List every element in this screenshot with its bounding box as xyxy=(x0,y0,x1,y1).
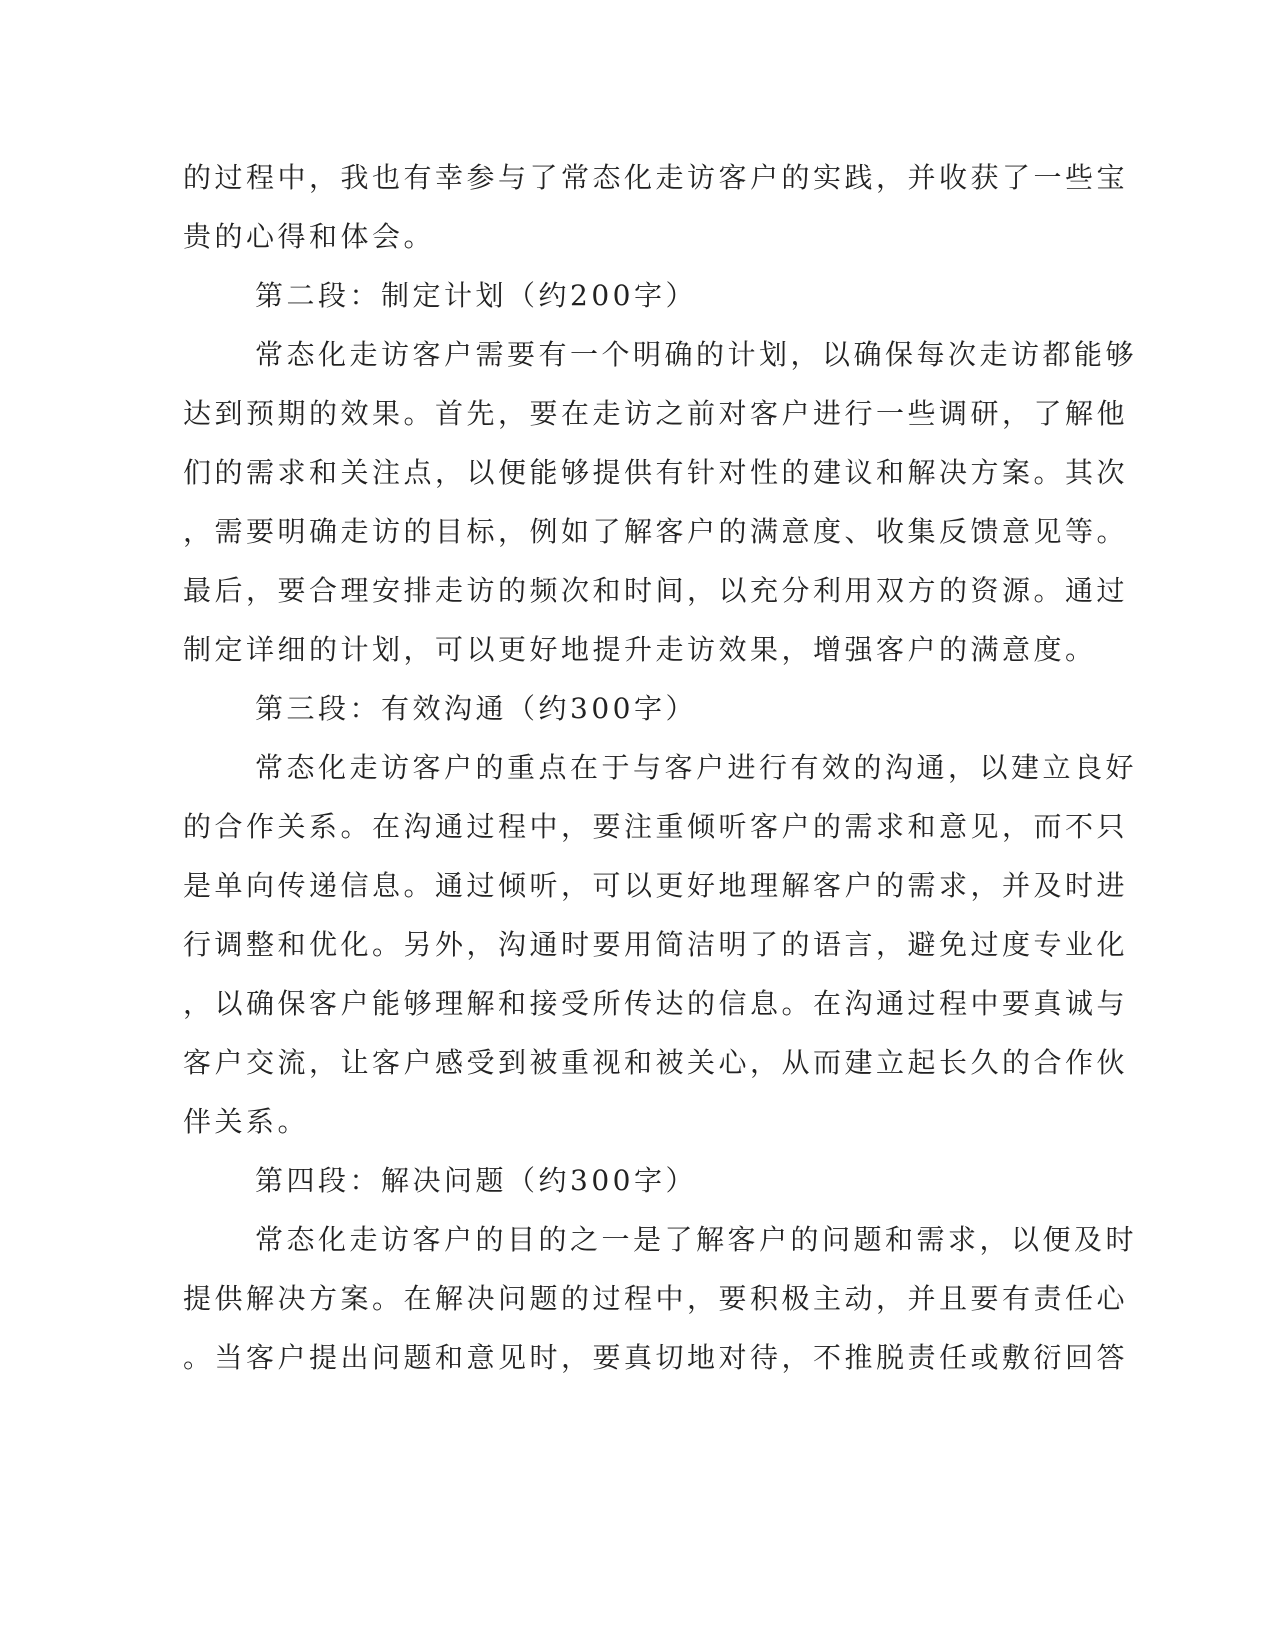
text-line: 达到预期的效果。首先，要在走访之前对客户进行一些调研，了解他 xyxy=(183,397,1129,430)
section-heading: 第三段：有效沟通（约300字） xyxy=(255,692,697,725)
text-line: 提供解决方案。在解决问题的过程中，要积极主动，并且要有责任心 xyxy=(183,1282,1129,1315)
text-line: 的合作关系。在沟通过程中，要注重倾听客户的需求和意见，而不只 xyxy=(183,810,1129,843)
text-line: 们的需求和关注点，以便能够提供有针对性的建议和解决方案。其次 xyxy=(183,456,1129,489)
text-line: 。当客户提出问题和意见时，要真切地对待，不推脱责任或敷衍回答 xyxy=(183,1341,1129,1374)
text-line: 客户交流，让客户感受到被重视和被关心，从而建立起长久的合作伙 xyxy=(183,1046,1129,1079)
text-line: 行调整和优化。另外，沟通时要用简洁明了的语言，避免过度专业化 xyxy=(183,928,1129,961)
section-heading: 第四段：解决问题（约300字） xyxy=(255,1164,697,1197)
text-line: 贵的心得和体会。 xyxy=(183,220,436,253)
text-line: ，以确保客户能够理解和接受所传达的信息。在沟通过程中要真诚与 xyxy=(183,987,1129,1020)
text-line: ，需要明确走访的目标，例如了解客户的满意度、收集反馈意见等。 xyxy=(183,515,1129,548)
text-line: 是单向传递信息。通过倾听，可以更好地理解客户的需求，并及时进 xyxy=(183,869,1129,902)
text-line: 常态化走访客户的重点在于与客户进行有效的沟通，以建立良好 xyxy=(255,751,1138,784)
text-line: 的过程中，我也有幸参与了常态化走访客户的实践，并收获了一些宝 xyxy=(183,161,1129,194)
text-line: 最后，要合理安排走访的频次和时间，以充分利用双方的资源。通过 xyxy=(183,574,1129,607)
section-heading: 第二段：制定计划（约200字） xyxy=(255,279,697,312)
text-line: 伴关系。 xyxy=(183,1105,310,1138)
text-line: 制定详细的计划，可以更好地提升走访效果，增强客户的满意度。 xyxy=(183,633,1097,666)
text-line: 常态化走访客户的目的之一是了解客户的问题和需求，以便及时 xyxy=(255,1223,1138,1256)
text-line: 常态化走访客户需要有一个明确的计划，以确保每次走访都能够 xyxy=(255,338,1138,371)
